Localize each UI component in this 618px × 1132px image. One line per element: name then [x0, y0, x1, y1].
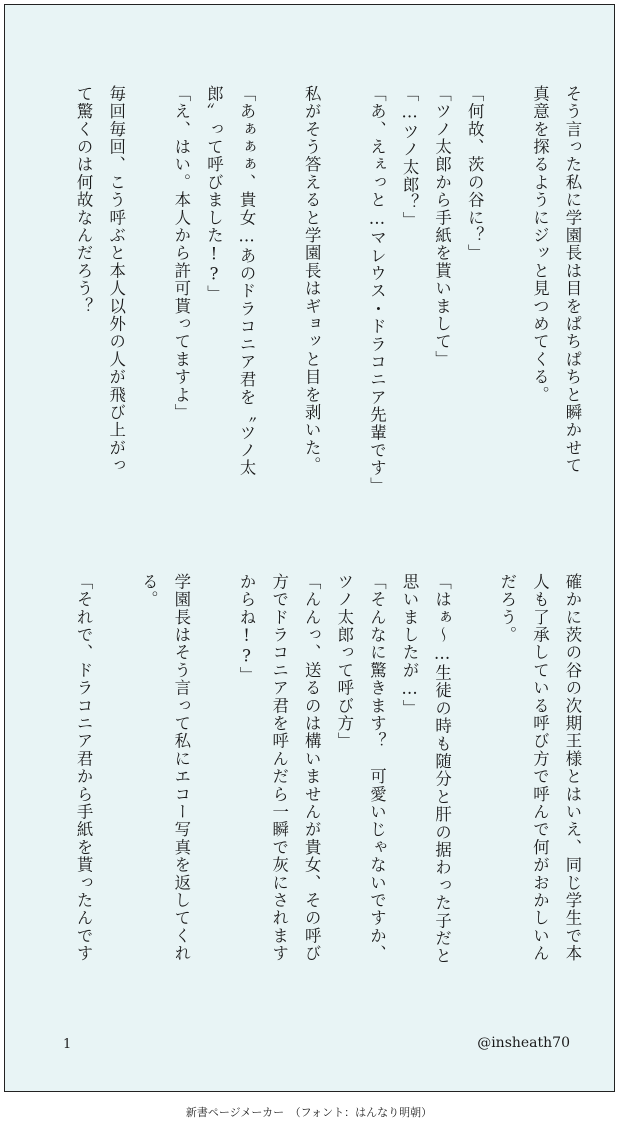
manuscript-page: [4, 4, 615, 1092]
upper-text-block: そう言った私に学園長は目をぱちぱちと瞬かせて 真意を探るようにジッと見つめてくる。 「何故、茨の谷に？」 「ツノ太郎から手紙を貰いまして」 「…ツノ太郎？」 「あ、えぇっと…マレウス・ドラコニア先輩です」 私がそう答えると学園長はギョッと目を剥いた。 「あぁぁぁ、貴女…あのドラコニア君を〝ツノ太 郎〟って呼びました!?」 「え、はい。本人から許可貰ってますよ」 毎回毎回、こう呼ぶと本人以外の人が飛び上がっ て驚くのは何故なんだろう？: [74, 85, 582, 495]
author-handle: @insheath70: [477, 1035, 570, 1051]
lower-text-block: 確かに茨の谷の次期王様とはいえ、同じ学生で本 人も了承している呼び方で呼んで何がおかしいん だろう。 「はぁ〜…生徒の時も随分と肝の据わった子だと 思いましたが…」 「そんなに驚きます？ 可愛いじゃないですか、 ツノ太郎って呼び方」 「んんっ、送るのは構いませんが貴女、その呼び 方でドラコニア君を呼んだら一瞬で灰にされます からね!?」 学園長はそう言って私にエコー写真を返してくれ る。 「それで、ドラコニア君から手紙を貰ったんです: [74, 573, 582, 965]
footer-credit: 新書ページメーカー （フォント：はんなり明朝）: [185, 1106, 433, 1119]
page-number: 1: [63, 1037, 72, 1052]
